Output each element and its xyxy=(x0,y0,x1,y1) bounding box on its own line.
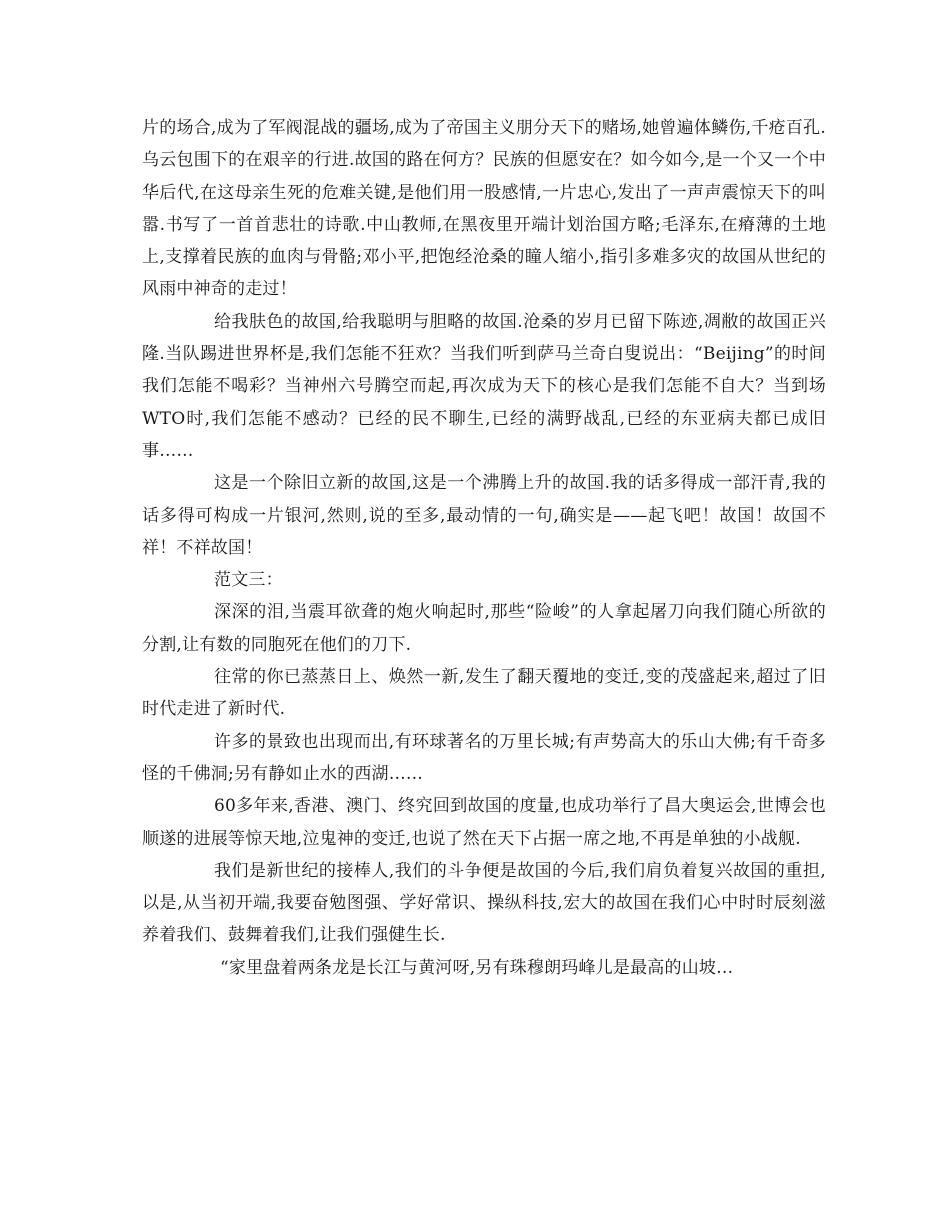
paragraph-7: 60多年来,香港、澳门、终究回到故国的度量,也成功举行了昌大奥运会,世博会也顺遂的进展等惊天地,泣鬼神的变迁,也说了然在天下占据一席之地,不再是单独的小战舰. xyxy=(142,796,826,849)
paragraph-2: 给我肤色的故国,给我聪明与胆略的故国.沧桑的岁月已留下陈迹,凋敝的故国正兴隆.当队踢进世界杯是,我们怎能不狂欢？当我们听到萨马兰奇白叟说出：“Beijing”的时间我们怎能不喝彩？当神州六号腾空而起,再次成为天下的核心是我们怎能不自大？当到场WTO时,我们怎能不感动？已经的民不聊生,已经的满野战乱,已经的东亚病夫都已成旧事…… xyxy=(142,311,826,461)
paragraph-9-quote: “家里盘着两条龙是长江与黄河呀,另有珠穆朗玛峰儿是最高的山坡… xyxy=(220,957,734,978)
paragraph-5: 往常的你已蒸蒸日上、焕然一新,发生了翻天覆地的变迁,变的茂盛起来,超过了旧时代走进了新时代. xyxy=(142,667,826,720)
paragraph-1: 片的场合,成为了军阀混战的疆场,成为了帝国主义朋分天下的赌场,她曾遍体鳞伤,千疮百孔.乌云包围下的在艰辛的行进.故国的路在何方？民族的但愿安在？如今如今,是一个又一个中华后代,在这母亲生死的危难关键,是他们用一股感情,一片忠心,发出了一声声震惊天下的叫嚣.书写了一首首悲壮的诗歌.中山教师,在黑夜里开端计划治国方略;毛泽东,在瘠薄的土地上,支撑着民族的血肉与骨骼;邓小平,把饱经沧桑的瞳人缩小,指引多难多灾的故国从世纪的风雨中神奇的走过！ xyxy=(142,118,826,300)
paragraph-4: 深深的泪,当震耳欲聋的炮火响起时,那些“险峻”的人拿起屠刀向我们随心所欲的分割,让有数的同胞死在他们的刀下. xyxy=(142,602,826,655)
paragraph-8: 我们是新世纪的接棒人,我们的斗争便是故国的今后,我们肩负着复兴故国的重担,以是,从当初开端,我要奋勉图强、学好常识、操纵科技,宏大的故国在我们心中时时辰刻滋养着我们、鼓舞着我们,让我们强健生长. xyxy=(142,860,826,946)
section-heading-fanwen-3: 范文三： xyxy=(214,570,283,591)
document-page xyxy=(142,112,826,984)
paragraph-6: 许多的景致也出现而出,有环球著名的万里长城;有声势高大的乐山大佛;有千奇多怪的千佛洞;另有静如止水的西湖…… xyxy=(142,731,826,784)
paragraph-3: 这是一个除旧立新的故国,这是一个沸腾上升的故国.我的话多得成一部汗青,我的话多得可构成一片银河,然则,说的至多,最动情的一句,确实是——起飞吧！故国！故国不祥！不祥故国！ xyxy=(142,473,826,558)
